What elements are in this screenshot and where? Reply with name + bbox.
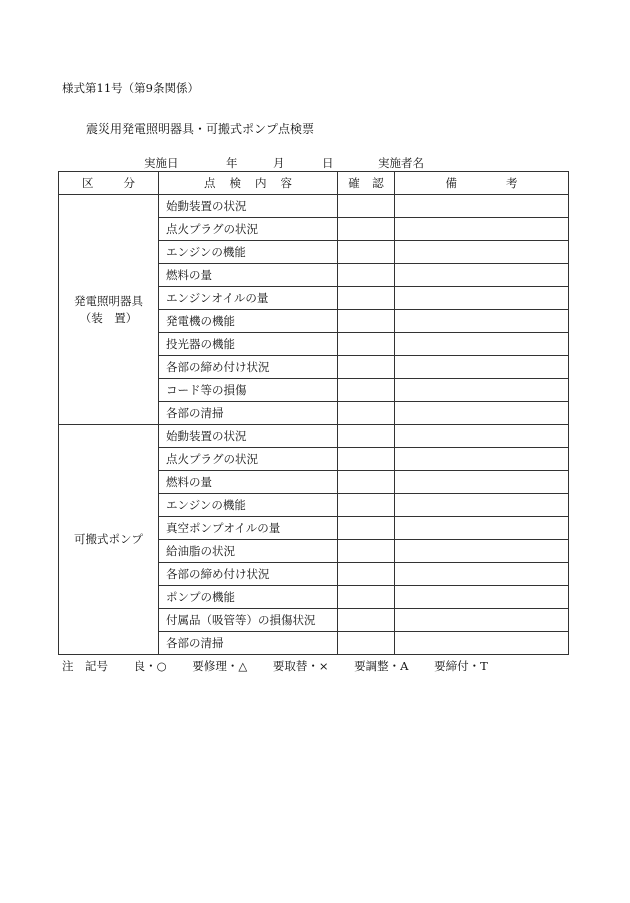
legend-item: 要締付・T <box>434 659 488 673</box>
check-cell[interactable] <box>338 333 395 356</box>
remarks-cell[interactable] <box>395 471 569 494</box>
remarks-cell[interactable] <box>395 195 569 218</box>
category-name: 可搬式ポンプ <box>74 532 143 546</box>
inspection-item: 始動装置の状況 <box>159 195 338 218</box>
inspection-item: 給油脂の状況 <box>159 540 338 563</box>
remarks-cell[interactable] <box>395 517 569 540</box>
inspection-item: 点火プラグの状況 <box>159 218 338 241</box>
year-label: 年 <box>226 156 238 170</box>
table-row <box>59 195 569 218</box>
implementation-row <box>58 155 568 171</box>
inspection-item: エンジンオイルの量 <box>159 287 338 310</box>
inspection-item: 各部の清掃 <box>159 632 338 655</box>
legend-notes <box>62 658 510 674</box>
legend-item: 要取替・× <box>272 659 329 673</box>
remarks-cell[interactable] <box>395 494 569 517</box>
table-body <box>59 195 569 655</box>
legend-label: 注 記号 <box>62 659 108 673</box>
inspection-item: 始動装置の状況 <box>159 425 338 448</box>
check-cell[interactable] <box>338 425 395 448</box>
inspection-item: 燃料の量 <box>159 264 338 287</box>
check-cell[interactable] <box>338 448 395 471</box>
remarks-cell[interactable] <box>395 241 569 264</box>
remarks-cell[interactable] <box>395 402 569 425</box>
inspection-item: エンジンの機能 <box>159 241 338 264</box>
check-cell[interactable] <box>338 241 395 264</box>
check-cell[interactable] <box>338 632 395 655</box>
remarks-cell[interactable] <box>395 333 569 356</box>
remarks-cell[interactable] <box>395 379 569 402</box>
inspection-item: 発電機の機能 <box>159 310 338 333</box>
inspection-item: エンジンの機能 <box>159 494 338 517</box>
check-cell[interactable] <box>338 540 395 563</box>
remarks-cell[interactable] <box>395 540 569 563</box>
category-cell <box>59 425 159 655</box>
inspection-item: コード等の損傷 <box>159 379 338 402</box>
remarks-cell[interactable] <box>395 356 569 379</box>
remarks-cell[interactable] <box>395 218 569 241</box>
inspection-item: 投光器の機能 <box>159 333 338 356</box>
table-header-row <box>59 172 569 195</box>
inspection-item: 真空ポンプオイルの量 <box>159 517 338 540</box>
implementation-date-label: 実施日 <box>144 156 179 170</box>
implementer-name-label: 実施者名 <box>378 156 424 170</box>
inspection-item: 燃料の量 <box>159 471 338 494</box>
check-cell[interactable] <box>338 195 395 218</box>
inspection-item: 各部の締め付け状況 <box>159 563 338 586</box>
remarks-cell[interactable] <box>395 448 569 471</box>
inspection-item: ポンプの機能 <box>159 586 338 609</box>
check-cell[interactable] <box>338 287 395 310</box>
header-inspection-item: 点 検 内 容 <box>159 172 338 195</box>
header-category: 区 分 <box>59 172 159 195</box>
legend-item: 要修理・△ <box>192 659 248 673</box>
remarks-cell[interactable] <box>395 563 569 586</box>
remarks-cell[interactable] <box>395 310 569 333</box>
month-label: 月 <box>273 156 285 170</box>
remarks-cell[interactable] <box>395 287 569 310</box>
check-cell[interactable] <box>338 609 395 632</box>
check-cell[interactable] <box>338 310 395 333</box>
legend-item: 良・○ <box>133 659 167 673</box>
check-cell[interactable] <box>338 402 395 425</box>
remarks-cell[interactable] <box>395 425 569 448</box>
check-cell[interactable] <box>338 218 395 241</box>
document-title: 震災用発電照明器具・可搬式ポンプ点検票 <box>86 122 315 136</box>
header-remarks: 備 考 <box>395 172 569 195</box>
check-cell[interactable] <box>338 517 395 540</box>
check-cell[interactable] <box>338 563 395 586</box>
inspection-item: 付属品（吸管等）の損傷状況 <box>159 609 338 632</box>
category-cell <box>59 195 159 425</box>
inspection-item: 各部の清掃 <box>159 402 338 425</box>
inspection-item: 点火プラグの状況 <box>159 448 338 471</box>
category-subname: （装 置） <box>79 310 138 325</box>
category-name: 発電照明器具 <box>74 293 143 308</box>
remarks-cell[interactable] <box>395 586 569 609</box>
form-number: 様式第11号（第9条関係） <box>62 81 199 95</box>
table-row <box>59 425 569 448</box>
check-cell[interactable] <box>338 471 395 494</box>
header-check: 確 認 <box>338 172 395 195</box>
check-cell[interactable] <box>338 379 395 402</box>
check-cell[interactable] <box>338 586 395 609</box>
check-cell[interactable] <box>338 356 395 379</box>
remarks-cell[interactable] <box>395 632 569 655</box>
remarks-cell[interactable] <box>395 264 569 287</box>
inspection-item: 各部の締め付け状況 <box>159 356 338 379</box>
inspection-table <box>58 171 569 655</box>
legend-item: 要調整・A <box>354 659 409 673</box>
check-cell[interactable] <box>338 264 395 287</box>
check-cell[interactable] <box>338 494 395 517</box>
remarks-cell[interactable] <box>395 609 569 632</box>
day-label: 日 <box>322 156 334 170</box>
